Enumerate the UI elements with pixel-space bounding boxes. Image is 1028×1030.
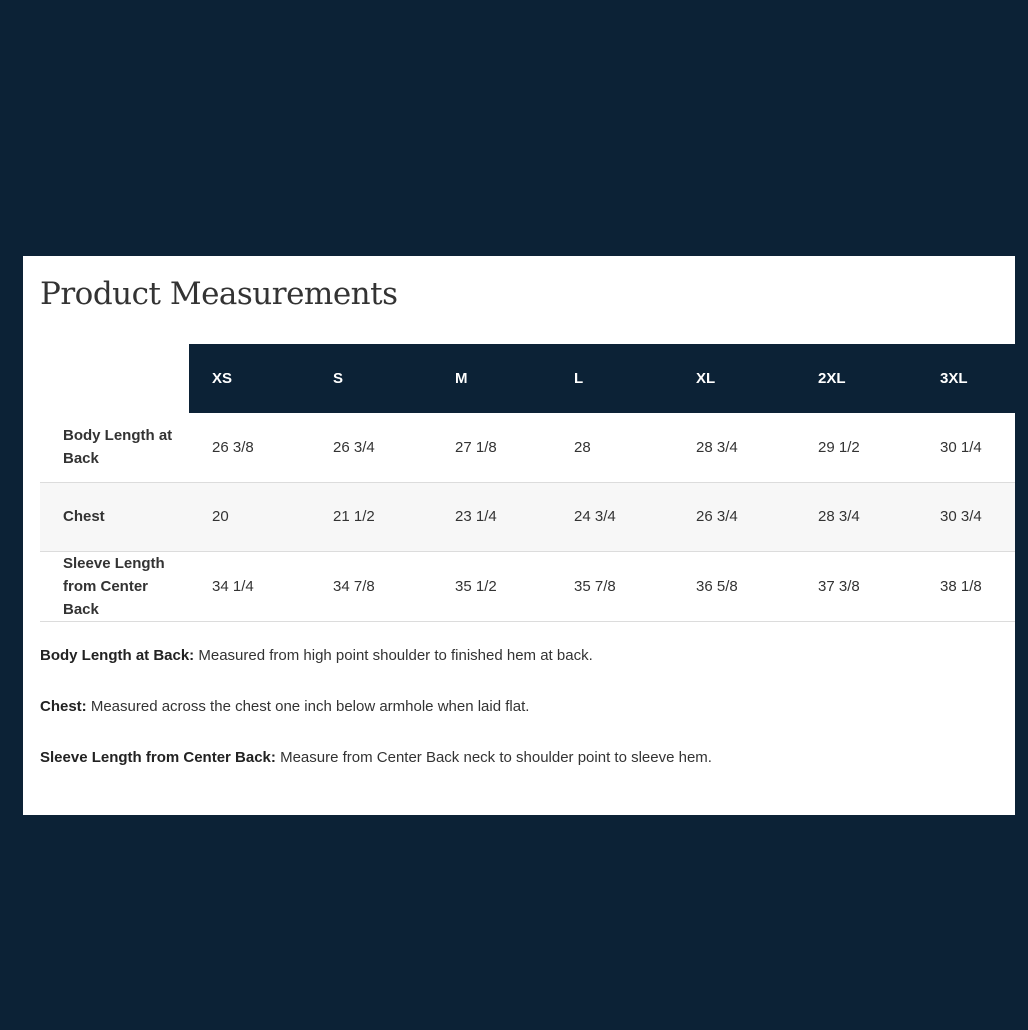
note-body-length bbox=[40, 646, 1000, 665]
size-header-l: L bbox=[551, 344, 673, 413]
row-label-chest: Chest bbox=[63, 508, 105, 525]
page-title: Product Measurements bbox=[40, 276, 398, 312]
table-cell: 26 3/4 bbox=[333, 438, 375, 456]
note-term: Chest: bbox=[40, 698, 87, 715]
table-cell: 30 3/4 bbox=[940, 508, 982, 525]
table-cell: 34 1/4 bbox=[212, 577, 254, 595]
note-term: Sleeve Length from Center Back: bbox=[40, 749, 276, 766]
size-header-xs: XS bbox=[189, 344, 310, 413]
table-cell: 28 3/4 bbox=[818, 508, 860, 525]
size-header-m: M bbox=[432, 344, 551, 413]
size-chart-table bbox=[40, 344, 1015, 622]
table-cell: 38 1/8 bbox=[940, 577, 982, 595]
table-row-body-length bbox=[40, 413, 1015, 482]
table-corner-cell bbox=[40, 344, 189, 413]
table-cell: 37 3/8 bbox=[818, 577, 860, 595]
table-cell: 26 3/4 bbox=[696, 508, 738, 525]
table-cell: 35 1/2 bbox=[455, 577, 497, 595]
measurements-card bbox=[23, 256, 1015, 815]
size-header-s: S bbox=[310, 344, 432, 413]
note-term: Body Length at Back: bbox=[40, 647, 195, 664]
table-cell: 36 5/8 bbox=[696, 577, 738, 595]
table-row-chest bbox=[40, 482, 1015, 551]
table-cell: 28 3/4 bbox=[696, 438, 738, 456]
size-header-row bbox=[40, 344, 1015, 413]
note-text: Measured from high point shoulder to finished hem at back. bbox=[198, 647, 593, 664]
measurement-notes bbox=[40, 646, 1000, 799]
size-header-xl: XL bbox=[673, 344, 795, 413]
table-cell: 23 1/4 bbox=[455, 508, 497, 525]
note-text: Measure from Center Back neck to shoulder point to sleeve hem. bbox=[280, 749, 712, 766]
table-cell: 28 bbox=[574, 438, 591, 456]
size-header-3xl: 3XL bbox=[917, 344, 1015, 413]
note-chest bbox=[40, 697, 1000, 716]
note-text: Measured across the chest one inch below armhole when laid flat. bbox=[90, 698, 530, 715]
row-label-body-length: Body Length at Back bbox=[63, 427, 173, 468]
table-row-sleeve-length bbox=[40, 551, 1015, 621]
table-cell: 27 1/8 bbox=[455, 438, 497, 456]
table-cell: 26 3/8 bbox=[212, 438, 254, 456]
table-cell: 35 7/8 bbox=[574, 577, 616, 595]
table-cell: 34 7/8 bbox=[333, 577, 375, 595]
size-header-2xl: 2XL bbox=[795, 344, 917, 413]
note-sleeve-length bbox=[40, 748, 1000, 767]
table-cell: 20 bbox=[212, 508, 229, 525]
table-cell: 24 3/4 bbox=[574, 508, 616, 525]
table-cell: 21 1/2 bbox=[333, 508, 375, 525]
row-label-sleeve-length: Sleeve Length from Center Back bbox=[63, 554, 165, 618]
table-cell: 30 1/4 bbox=[940, 438, 982, 456]
table-cell: 29 1/2 bbox=[818, 438, 860, 456]
